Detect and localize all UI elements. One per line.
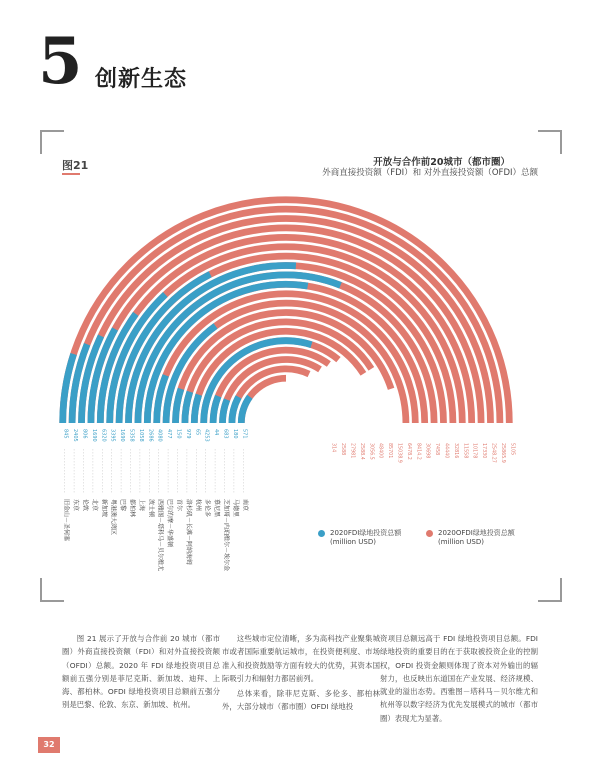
ofdi-value-label: 2548.27 bbox=[490, 443, 496, 463]
fdi-value-label: 4253 bbox=[203, 429, 210, 442]
city-label: 芝加哥－内珀维尔－埃尔金 bbox=[222, 499, 230, 572]
fdi-value-label: 1690 bbox=[119, 429, 126, 442]
ofdi-value-label: 15038.9 bbox=[396, 443, 402, 463]
city-label: 波士顿 bbox=[147, 499, 155, 518]
fdi-bar-14 bbox=[194, 395, 198, 423]
page-number: 32 bbox=[38, 737, 60, 753]
ofdi-value-label: 27981 bbox=[349, 443, 355, 459]
body-paragraph: 这些城市定位清晰，多为高科技产业聚集城市或者国际重要航运城市，在投资便利度、市场准入和投资鼓励等方面有较大的优势，其资本国际吸引力和辐射力都居前列。 bbox=[222, 634, 380, 683]
city-label: 首尔 bbox=[175, 499, 183, 512]
fdi-value-label: 65 bbox=[194, 429, 201, 436]
city-label: 北京 bbox=[90, 499, 98, 512]
chart-subtitle: 外商直接投资额（FDI）和 对外直接投资额（OFDI）总额 bbox=[322, 168, 538, 178]
fdi-value-label: 683 bbox=[222, 429, 229, 439]
fdi-bar-18 bbox=[232, 397, 239, 423]
body-paragraph: 资项目总额远高于 FDI 绿地投资项目总额。FDI 绿地投资的重要目的在于获取被投资企业的控制权，OFDI 投资金额则体现了资本对外输出的辐射力，也反映出东道国在产业发展、经济规模、就业的溢出态势。西雅图－塔科马－贝尔维尤和杭州等以数字经济为优先发展模式的城市（都市圈）表现尤为显著。 bbox=[380, 634, 538, 723]
ofdi-value-label: 10178 bbox=[471, 443, 477, 459]
legend-ofdi bbox=[438, 529, 538, 547]
fdi-bar-17 bbox=[223, 400, 227, 423]
ofdi-value-label: 314 bbox=[330, 443, 336, 453]
ofdi-value-label: 17330 bbox=[481, 443, 487, 459]
fdi-value-label: 3395 bbox=[109, 429, 116, 442]
ofdi-value-label: 30698 bbox=[424, 443, 430, 459]
ofdi-value-label: 8414.2 bbox=[415, 443, 421, 460]
legend-fdi-label: 2020FDI绿地投资总额 (million USD) bbox=[330, 529, 402, 546]
body-paragraph: 总体来看，除菲尼克斯、多伦多、都柏林外，大部分城市（都市圈）OFDI 绿地投 bbox=[222, 689, 380, 712]
ofdi-value-label: 2588 bbox=[340, 443, 346, 456]
city-label: 都柏林 bbox=[128, 499, 136, 518]
figure-label: 图21 bbox=[62, 159, 89, 172]
ofdi-value-label: 3056.5 bbox=[368, 443, 374, 460]
city-label: 粤港澳大湾区 bbox=[109, 499, 117, 536]
body-column-3 bbox=[380, 632, 538, 727]
chapter-title: 创新生态 bbox=[95, 67, 188, 92]
city-label: 巴黎 bbox=[119, 499, 127, 512]
legend-ofdi-label: 2020OFDI绿地投资总额 (million USD) bbox=[438, 529, 515, 546]
city-label: 西雅图－塔科马－贝尔维尤 bbox=[156, 499, 164, 572]
fdi-value-label: 806 bbox=[81, 429, 88, 439]
fdi-value-label: 6320 bbox=[100, 429, 107, 442]
body-column-1 bbox=[62, 632, 220, 714]
city-label: 慕尼黑 bbox=[213, 499, 221, 518]
fdi-bar-19 bbox=[241, 397, 250, 423]
body-paragraph: 图 21 展示了开放与合作前 20 城市（都市圈）外商直接投资额（FDI）和对外直接投资额（OFDI）总额。2020 年 FDI 绿地投资项目总额前五强分别是菲尼克斯、新加坡、迪拜、上海、都柏林。OFDI 绿地投资项目总额前五强分别是巴黎、伦敦、东京、新加坡、杭州。 bbox=[62, 634, 220, 710]
city-label: 旧金山－圣何塞 bbox=[62, 499, 70, 542]
fdi-value-label: 44 bbox=[213, 429, 220, 436]
city-label: 南京 bbox=[241, 499, 249, 512]
body-column-2 bbox=[222, 632, 380, 716]
fdi-value-label: 2686 bbox=[147, 429, 154, 442]
fdi-value-label: 4080 bbox=[156, 429, 163, 442]
legend-fdi bbox=[330, 529, 425, 547]
fdi-value-label: 571 bbox=[241, 429, 248, 439]
ofdi-value-label: 25865.9 bbox=[499, 443, 505, 463]
legend-ofdi-swatch bbox=[426, 530, 433, 537]
ofdi-value-label: 32816 bbox=[452, 443, 458, 459]
city-label: 伦敦 bbox=[81, 499, 89, 512]
fdi-bar-12 bbox=[176, 389, 181, 423]
city-label: 新加坡 bbox=[100, 499, 108, 518]
ofdi-value-label: 2588.4 bbox=[358, 443, 364, 460]
ofdi-value-label: 48400 bbox=[377, 443, 383, 459]
city-label: 巴尔的摩－华盛顿 bbox=[166, 499, 174, 548]
city-label: 多伦多 bbox=[203, 499, 211, 518]
fdi-bar-13 bbox=[185, 392, 190, 423]
ofdi-value-label: 85701 bbox=[387, 443, 393, 459]
ofdi-value-label: 44440 bbox=[443, 443, 449, 459]
city-label: 马德里 bbox=[231, 499, 239, 518]
fdi-value-label: 2405 bbox=[72, 429, 79, 442]
ofdi-value-label: 7458 bbox=[434, 443, 440, 456]
chapter-number: 5 bbox=[38, 24, 83, 99]
fdi-value-label: 1690 bbox=[90, 429, 97, 442]
fdi-value-label: 150 bbox=[175, 429, 182, 439]
ofdi-value-label: 5105 bbox=[509, 443, 515, 456]
fdi-value-label: 477 bbox=[166, 429, 173, 439]
city-label: 洛杉矶－长滩－阿纳海姆 bbox=[184, 499, 192, 566]
ofdi-value-label: 6478.2 bbox=[405, 443, 411, 460]
fdi-value-label: 979 bbox=[184, 429, 191, 439]
fdi-value-label: 180 bbox=[231, 429, 238, 439]
legend-fdi-swatch bbox=[318, 530, 325, 537]
ofdi-value-label: 11558 bbox=[462, 443, 468, 459]
fdi-bar-16 bbox=[213, 396, 218, 423]
city-label: 杭州 bbox=[194, 499, 202, 512]
city-label: 上海 bbox=[137, 499, 145, 512]
chart-title: 开放与合作前20城市（都市圈） bbox=[373, 157, 510, 168]
fdi-value-label: 1058 bbox=[137, 429, 144, 442]
fdi-value-label: 845 bbox=[62, 429, 69, 439]
city-label: 东京 bbox=[72, 499, 80, 512]
fdi-value-label: 5358 bbox=[128, 429, 135, 442]
